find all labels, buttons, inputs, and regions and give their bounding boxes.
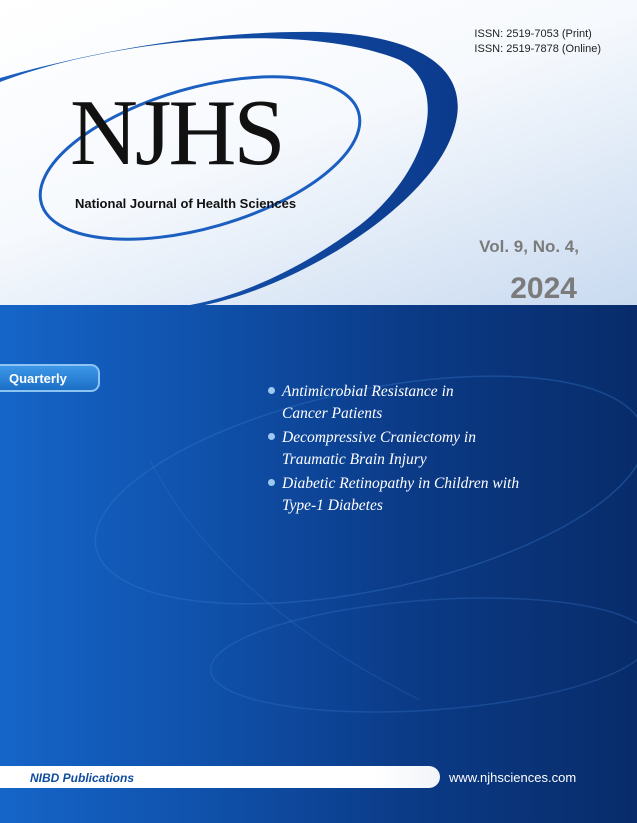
topic-item — [268, 381, 519, 424]
publication-year: 2024 — [510, 272, 577, 305]
volume-issue: Vol. 9, No. 4, — [479, 237, 579, 256]
topic-line: Antimicrobial Resistance in — [282, 383, 454, 400]
topic-line: Decompressive Craniectomy in — [282, 429, 476, 446]
issn-online: ISSN: 2519-7878 (Online) — [474, 43, 601, 55]
bullet-icon — [268, 387, 275, 394]
frequency-badge — [0, 364, 100, 392]
frequency-label: Quarterly — [9, 371, 67, 386]
journal-name: National Journal of Health Sciences — [75, 196, 297, 211]
issn-block — [474, 27, 601, 57]
topic-line: Traumatic Brain Injury — [282, 450, 427, 468]
publisher-name: NIBD Publications — [30, 771, 135, 785]
topic-line: Cancer Patients — [282, 404, 383, 422]
bullet-icon — [268, 433, 275, 440]
topic-line: Type-1 Diabetes — [282, 496, 383, 514]
issn-print: ISSN: 2519-7053 (Print) — [474, 28, 592, 40]
topic-item — [268, 427, 519, 470]
topic-list — [268, 381, 519, 519]
journal-logo: NJHS — [70, 81, 283, 185]
topic-item — [268, 473, 519, 516]
website-link[interactable]: www.njhsciences.com — [449, 770, 577, 785]
bullet-icon — [268, 479, 275, 486]
topic-line: Diabetic Retinopathy in Children with — [282, 475, 520, 492]
